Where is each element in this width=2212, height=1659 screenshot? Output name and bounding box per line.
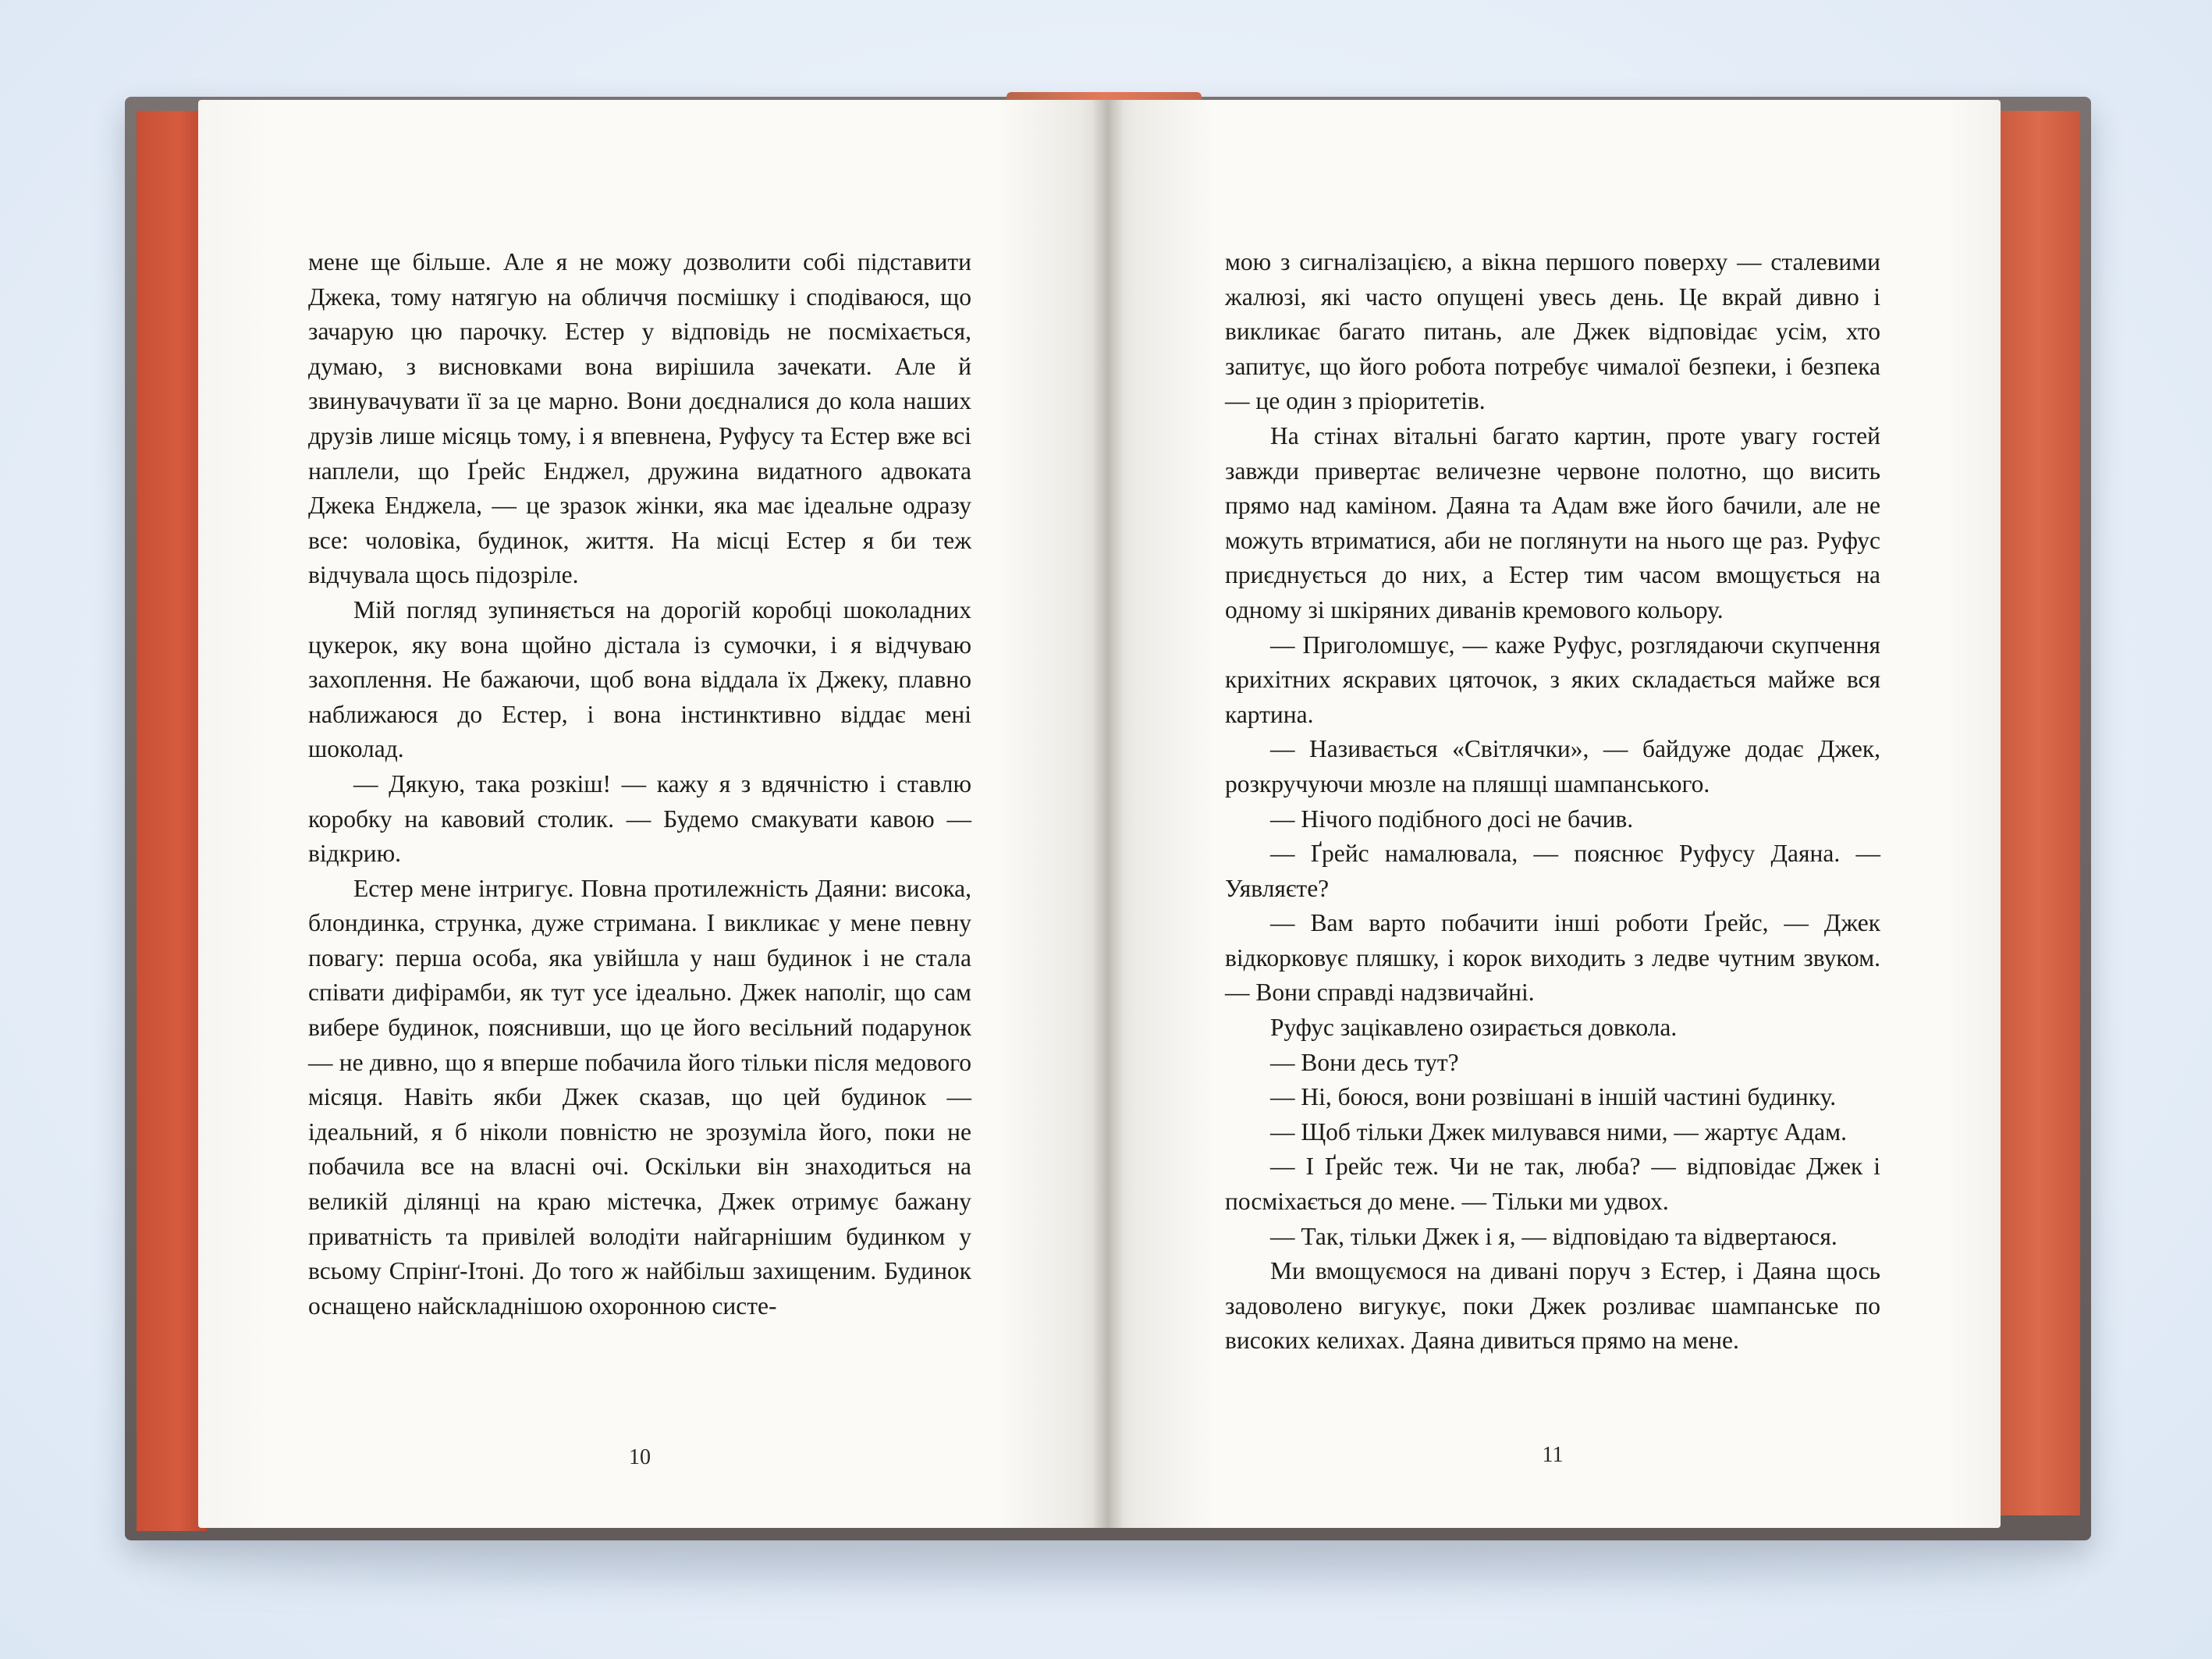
paragraph: — Приголомшує, — каже Руфус, розглядаючи скупчення крихітних яскравих цяточок, з яких складається майже вся картина. [1225,631,1880,728]
paragraph: — Нічого подібного досі не бачив. [1270,805,1634,833]
page-edges-right [1997,111,2080,1515]
book-shadow [156,1553,2060,1584]
left-page-text [308,245,971,1323]
page-edges-left [137,111,207,1531]
paragraph: — Вам варто побачити інші роботи Ґрейс, — Джек відкорковує пляшку, і корок виходить з ледве чутним звуком. — Вони справді надзвичайні. [1225,909,1880,1007]
paragraph: Руфус зацікавлено озирається довкола. [1270,1014,1678,1042]
paragraph: — Дякую, така розкіш! — кажу я з вдячністю і ставлю коробку на кавовий столик. — Будемо смакувати кавою — відкрию. [308,769,971,868]
paragraph: — Називається «Світлячки», — байдуже додає Джек, розкручуючи мюзле на пляшці шампанського. [1225,735,1880,798]
paragraph: На стінах вітальні багато картин, проте увагу гостей завжди привертає величезне червоне полотно, що висить прямо над каміном. Даяна та Адам вже його бачили, але не можуть втриматися, аби не поглянути на нього ще раз. Руфус приєднується до них, а Естер тим часом вмощується на одному зі шкіряних диванів кремового кольору. [1225,421,1880,623]
paragraph: мою з сигналізацією, а вікна першого поверху — сталевими жалюзі, які часто опущені увесь день. Це вкрай дивно і викликає багато питань, але Джек відповідає усім, хто запитує, що його робота потребує чималої безпеки, і безпека — це один з пріоритетів. [1225,248,1880,415]
paragraph: мене ще більше. Але я не можу дозволити собі підставити Джека, тому натягую на обличчя посмішку і сподіваюся, що зачарую цю парочку. Естер у відповідь не посміхається, думаю, з висновками вона вирішила зачекати. Але й звинувачувати її за це марно. Вони доєдналися до кола наших друзів лише місяць тому, і я впевнена, Руфусу та Естер вже всі наплели, що Ґрейс Енджел, дружина видатного адвоката Джека Енджела, — це зразок жінки, яка має ідеальне одразу все: чоловіка, будинок, життя. На місці Естер я би теж відчувала щось підозріле. [308,248,971,589]
paragraph: Ми вмощуємося на дивані поруч з Естер, і Даяна щось задоволено вигукує, поки Джек розливає шампанське по високих келихах. Даяна дивиться прямо на мене. [1225,1257,1880,1355]
right-page-text [1225,245,1880,1359]
paragraph: — Так, тільки Джек і я, — відповідаю та відвертаюся. [1270,1222,1837,1250]
paragraph: — Щоб тільки Джек милувався ними, — жартує Адам. [1270,1117,1847,1146]
book-gutter [1092,100,1124,1528]
page-number-right: 11 [1542,1443,1564,1467]
page-number-left: 10 [629,1445,651,1469]
paragraph: Мій погляд зупиняється на дорогій коробці шоколадних цукерок, яку вона щойно дістала із сумочки, і я відчуваю захоплення. Не бажаючи, щоб вона віддала їх Джеку, плавно наближаюся до Естер, і вона інстинктивно віддає мені шоколад. [308,595,971,763]
paragraph: — Вони десь тут? [1270,1048,1459,1076]
paragraph: Естер мене інтригує. Повна протилежність Даяни: висока, блондинка, струнка, дуже стримана. І викликає у мене певну повагу: перша особа, яка увійшла у наш будинок і не стала співати дифірамби, як тут усе ідеально. Джек наполіг, що сам вибере будинок, пояснивши, що це його весільний подарунок — не дивно, що я вперше побачила його тільки після медового місяця. Навіть якби Джек сказав, що цей будинок — ідеальний, я б ніколи повністю не зрозуміла його, поки не побачила все на власні очі. Оскільки він знаходиться на великій ділянці на краю містечка, Джек отримує бажану приватність та привілей володіти найгарнішим будинком у всьому Спрінґ-Ітоні. До того ж найбільш захищеним. Будинок оснащено найскладнішою охоронною систе- [308,874,971,1320]
paragraph: — І Ґрейс теж. Чи не так, люба? — відповідає Джек і посміхається до мене. — Тільки ми удвох. [1225,1153,1880,1216]
paragraph: — Ні, боюся, вони розвішані в іншій частині будинку. [1270,1083,1837,1111]
paragraph: — Ґрейс намалювала, — пояснює Руфусу Даяна. — Уявляєте? [1225,840,1880,902]
